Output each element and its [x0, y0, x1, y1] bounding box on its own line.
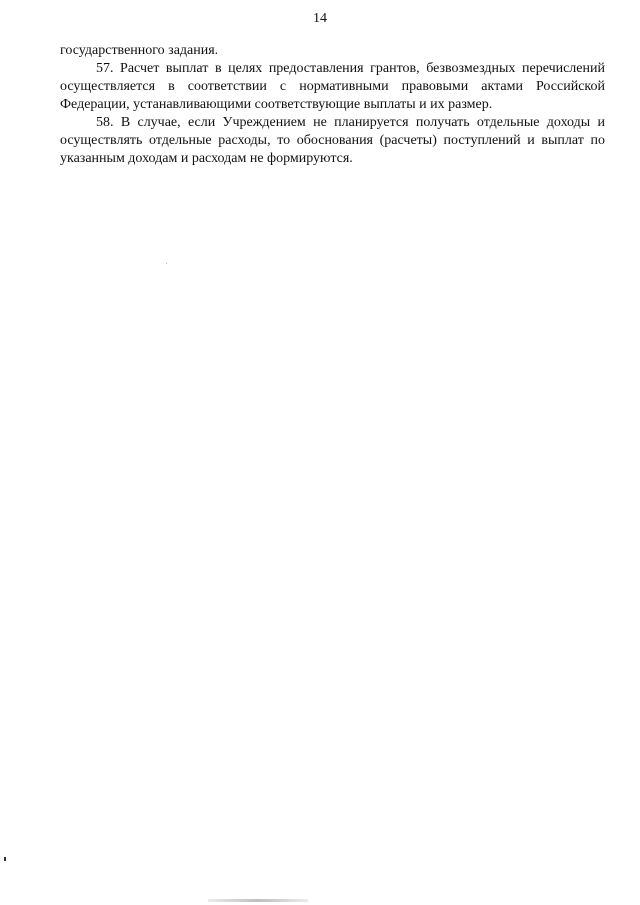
scan-bottom-mark — [208, 899, 308, 902]
scan-edge-mark — [4, 857, 6, 861]
document-body — [60, 42, 605, 168]
paragraph-57: 57. Расчет выплат в целях предоставления грантов, безвозмездных перечислений осуществляется в соответствии с нормативными правовыми актами Российской Федерации, устанавливающими соответствующие выплаты и их размер. — [60, 61, 605, 112]
scan-speck — [166, 263, 167, 264]
paragraph-58: 58. В случае, если Учреждением не планируется получать отдельные доходы и осуществлять отдельные расходы, то обоснования (расчеты) поступлений и выплат по указанным доходам и расходам не формируются. — [60, 115, 605, 166]
page-number: 14 — [313, 11, 327, 26]
paragraph-continuation: государственного задания. — [60, 43, 219, 58]
